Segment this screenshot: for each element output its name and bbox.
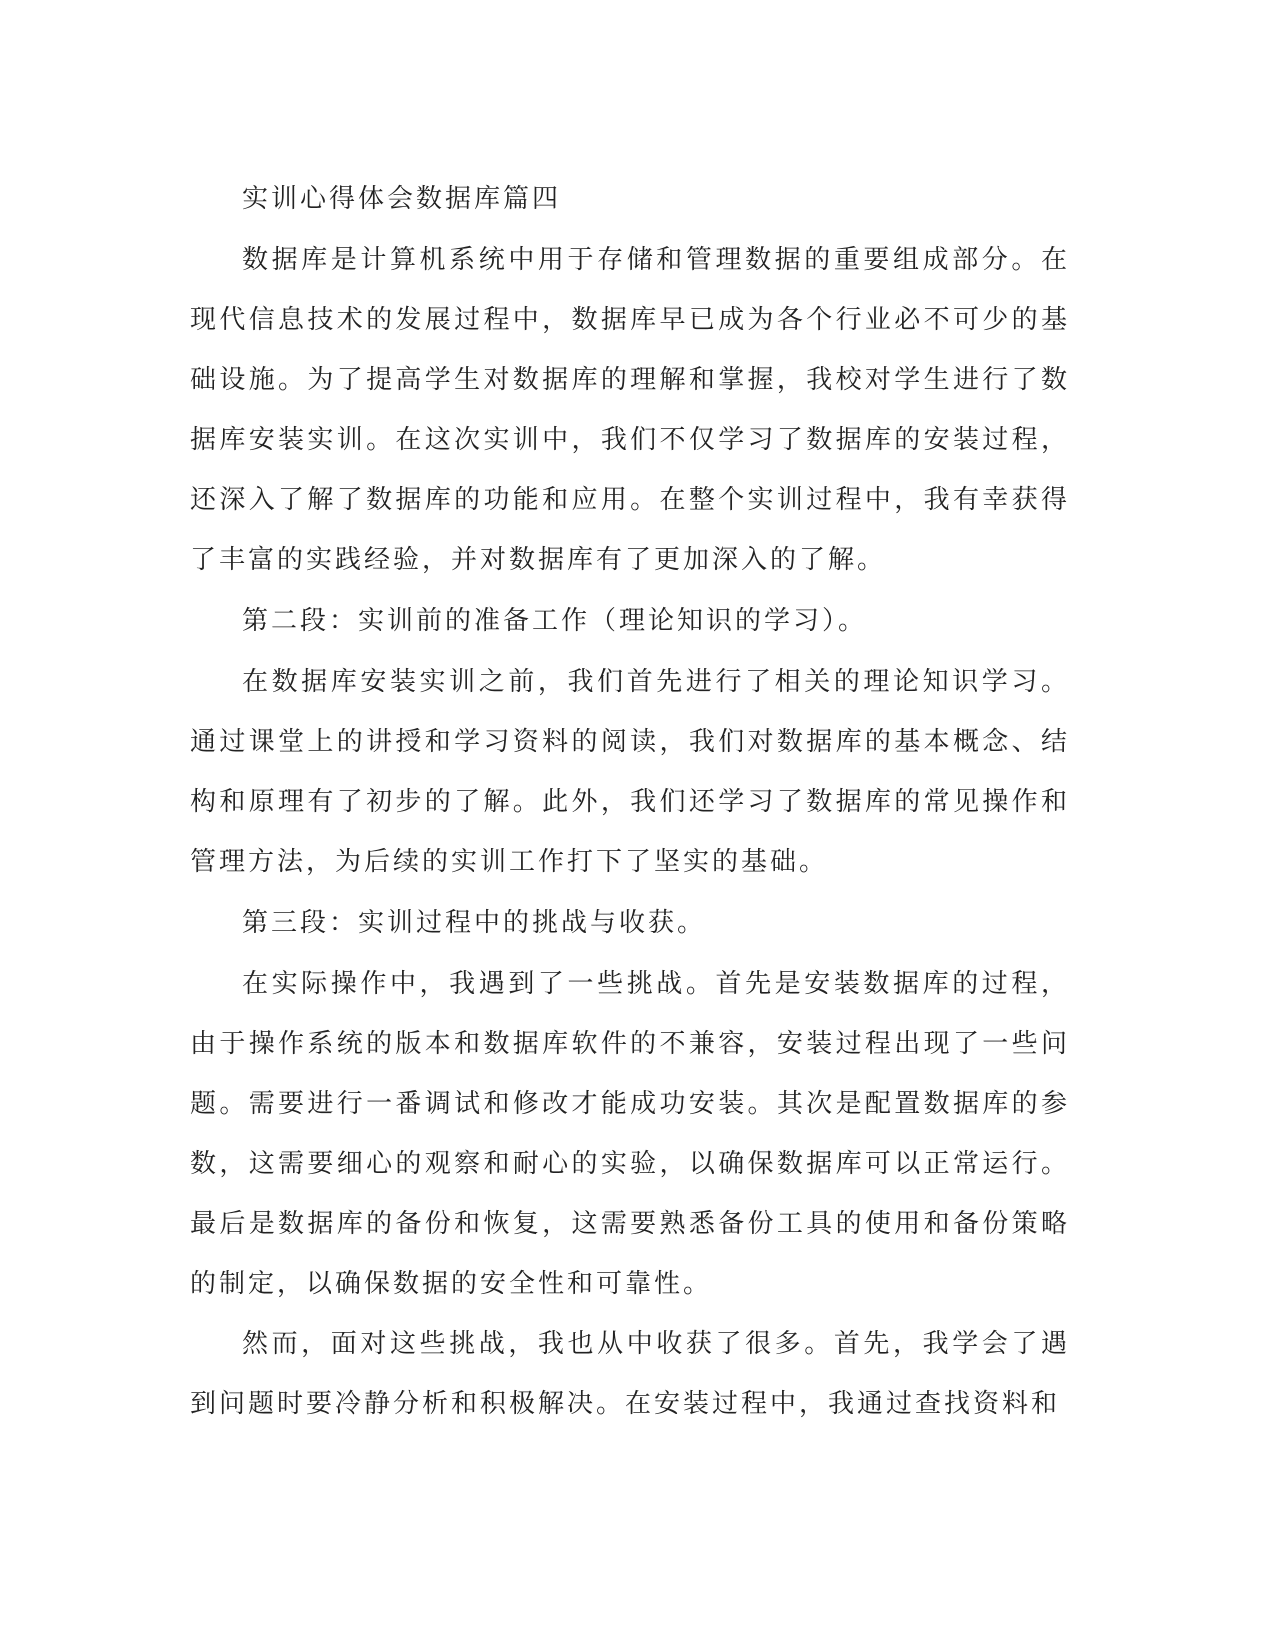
paragraph-challenges: 在实际操作中，我遇到了一些挑战。首先是安装数据库的过程，由于操作系统的版本和数据库软件的不兼容，安装过程出现了一些问题。需要进行一番调试和修改才能成功安装。其次是配置数据库的参数，这需要细心的观察和耐心的实验，以确保数据库可以正常运行。最后是数据库的备份和恢复，这需要熟悉备份工具的使用和备份策略的制定，以确保数据的安全性和可靠性。 (190, 969, 1070, 1299)
paragraph-preparation: 在数据库安装实训之前，我们首先进行了相关的理论知识学习。通过课堂上的讲授和学习资料的阅读，我们对数据库的基本概念、结构和原理有了初步的了解。此外，我们还学习了数据库的常见操作和管理方法，为后续的实训工作打下了坚实的基础。 (190, 667, 1070, 877)
paragraph-gains: 然而，面对这些挑战，我也从中收获了很多。首先，我学会了遇到问题时要冷静分析和积极解决。在安装过程中，我通过查找资料和 (190, 1329, 1070, 1419)
section-heading-2: 第二段：实训前的准备工作（理论知识的学习）。 (242, 606, 868, 636)
document-title: 实训心得体会数据库篇四 (242, 184, 562, 214)
document-body (190, 168, 1070, 1434)
paragraph-intro: 数据库是计算机系统中用于存储和管理数据的重要组成部分。在现代信息技术的发展过程中，数据库早已成为各个行业必不可少的基础设施。为了提高学生对数据库的理解和掌握，我校对学生进行了数据库安装实训。在这次实训中，我们不仅学习了数据库的安装过程，还深入了解了数据库的功能和应用。在整个实训过程中，我有幸获得了丰富的实践经验，并对数据库有了更加深入的了解。 (190, 245, 1070, 575)
section-heading-3: 第三段：实训过程中的挑战与收获。 (242, 908, 707, 938)
